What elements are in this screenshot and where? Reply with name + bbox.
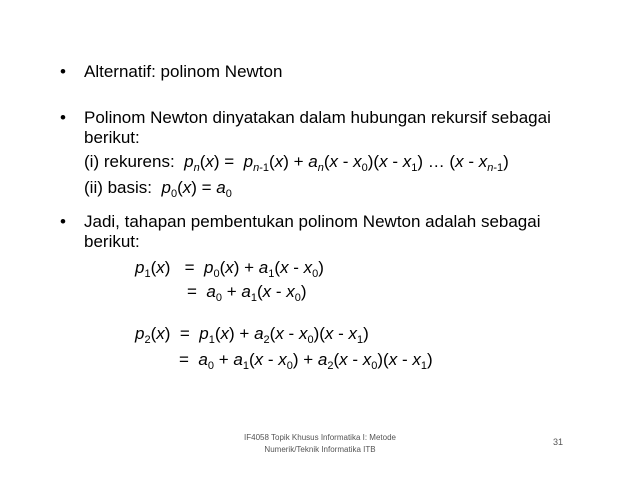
bullet-3-line1: Jadi, tahapan pembentukan polinom Newton adalah sebagai xyxy=(84,212,541,231)
bullet-3-line2: berikut: xyxy=(84,232,140,251)
p2-eq-line1: $p_2(x) = p_1(x) + a_2(x - x_0)(x - x_1)$ xyxy=(135,324,369,346)
bullet-2-line2: berikut: xyxy=(84,128,140,147)
footer-line-2: Numerik/Teknik Informatika ITB xyxy=(264,445,376,454)
p1-eq-line1: $p_1(x) = p_0(x) + a_1(x - x_0)$ xyxy=(135,258,324,280)
footer xyxy=(200,432,440,456)
footer-line-1: IF4058 Topik Khusus Informatika I: Metode xyxy=(244,433,396,442)
recurrence-formula: (i) rekurens: $p_n(x) = p_{n-1}(x) + a_n(x - x_0)(x - x_1)$ … $(x - x_{n-1})$ xyxy=(84,152,509,174)
basis-formula: (ii) basis: $p_0(x) = a_0$ xyxy=(84,178,232,200)
page-number: 31 xyxy=(553,437,564,447)
bullet-2-line1: Polinom Newton dinyatakan dalam hubungan rekursif sebagai xyxy=(84,108,551,127)
basis-label: (ii) basis: xyxy=(84,178,153,197)
bullet-icon: • xyxy=(60,212,66,231)
bullet-1-text: Alternatif: polinom Newton xyxy=(84,62,283,81)
p1-eq-line2: = $a_0 + a_1(x - x_0)$ xyxy=(187,282,307,304)
p2-eq-line2: = $a_0 + a_1(x - x_0) + a_2(x - x_0)(x - x_1)$ xyxy=(179,350,433,372)
bullet-icon: • xyxy=(60,62,66,81)
bullet-icon: • xyxy=(60,108,66,127)
recurrence-label: (i) rekurens: xyxy=(84,152,175,171)
